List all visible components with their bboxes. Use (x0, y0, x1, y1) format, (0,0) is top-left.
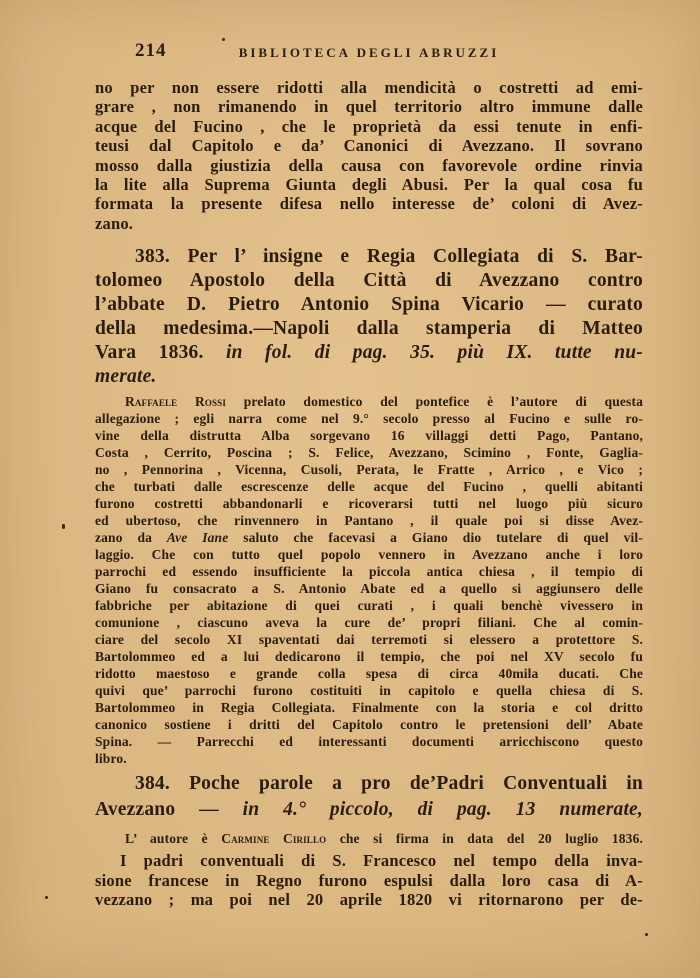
annotation-text: saluto che facevasi a Giano dio tutelare di quel vil- (228, 530, 643, 546)
text-line: ciare del secolo XI spaventati dai terremoti si elessero a protettore S. (95, 632, 643, 648)
text-line: quivi que’ parrochi furono costituiti in capitolo e quella chiesa di S. (95, 683, 643, 699)
text-line: zano. (95, 213, 134, 233)
text-line: parrochi ed essendo insufficiente la piccola antica chiesa , il tempio di (95, 564, 643, 580)
ink-speck (222, 38, 225, 41)
text-line: no , Pennorina , Vicenna, Cusoli, Perata, le Fratte , Arrico , e Vico ; (95, 462, 643, 478)
author-name-smallcaps: Raffaele Rossi (125, 394, 226, 410)
text-block (95, 40, 643, 909)
text-line: formata la presente difesa nello interesse de’ coloni di Avez- (95, 194, 643, 214)
text-line: laggio. Che con tutto quel popolo vennero in Avezzano anche i loro (95, 547, 643, 563)
entry-384-heading (95, 771, 643, 823)
continued-paragraph (95, 78, 643, 233)
text-line: vine della distrutta Alba sorgevano 16 villaggi detti Pago, Pantano, (95, 428, 643, 444)
text-line: 384. Poche parole a pro de’Padri Conventuali in (135, 773, 643, 795)
latin-phrase-italic: Ave Iane (166, 530, 229, 546)
annotation-text: L’ autore è (125, 831, 222, 847)
collation-italic: merate. (95, 366, 157, 388)
text-line: tolomeo Apostolo della Città di Avezzano contro (95, 270, 643, 292)
entry-384-author-line (95, 830, 643, 847)
annotation-text: prelato domestico del pontefice è l’autore di questa (226, 394, 643, 410)
text-line: libro. (95, 751, 127, 767)
running-title: BIBLIOTECA DEGLI ABRUZZI (238, 45, 500, 60)
author-name-smallcaps: Carmine Cirillo (221, 831, 327, 847)
text-line: mosso dalla giustizia della causa con favorevole ordine rinvia (95, 155, 643, 175)
entry-383-heading (95, 245, 643, 389)
entry-383-annotation (95, 393, 643, 767)
text-line (95, 393, 643, 410)
ink-speck (45, 896, 48, 899)
page-number: 214 (135, 40, 167, 61)
ink-speck (645, 933, 648, 936)
text-line: I padri conventuali di S. Francesco nel tempo della inva- (120, 851, 643, 871)
text-line: Bartolommeo ed a lui dedicarono il tempio, che poi nel XV secolo fu (95, 649, 643, 665)
text-line: acque del Fucino , che le proprietà da essi tenute in enfi- (95, 116, 643, 136)
text-line: teusi dal Capitolo e da’ Canonici di Avezzano. Il sovrano (95, 136, 643, 156)
text-line: la lite alla Suprema Giunta degli Abusi. Per la qual cosa fu (95, 175, 643, 195)
text-line: Bartolommeo in Regia Collegiata. Finalmente con la storia e col dritto (95, 700, 643, 716)
text-line: ridotto maestoso e grande colla spesa di circa 40mila ducati. Che (95, 666, 643, 682)
text-line: ed ubertoso, che rinvennero in Pantano , il quale poi si disse Avez- (95, 513, 643, 529)
text-line (95, 341, 643, 365)
ink-speck (62, 524, 65, 529)
collation-italic: in fol. di pag. 35. più IX. tutte nu- (225, 342, 643, 364)
text-line: Giano fu consacrato a S. Antonio Abate ed a quello si aggiunsero delle (95, 581, 643, 597)
text-line: l’abbate D. Pietro Antonio Spina Vicario — curato (95, 294, 643, 316)
text-line (95, 365, 643, 389)
text-line: canonico sostiene i dritti del Capitolo contro le pretensioni dell’ Abate (95, 717, 643, 733)
text-line: vezzano ; ma poi nel 20 aprile 1820 vi ritornarono per de- (95, 890, 643, 910)
collation-italic: in 4.° piccolo, di pag. 13 numerate, (242, 799, 643, 821)
title-text: Avezzano — (95, 799, 243, 821)
text-line (95, 529, 643, 546)
imprint-text: Vara 1836. (95, 342, 226, 364)
text-line: sione francese in Regno furono espulsi dalla loro casa di A- (95, 870, 643, 890)
text-line: allegazione ; egli narra come nel 9.° secolo presso al Fucino e sulle ro- (95, 411, 643, 427)
text-line: 383. Per l’ insigne e Regia Collegiata di S. Bar- (135, 246, 643, 268)
entry-384-paragraph (95, 851, 643, 909)
text-line: comunione , ciascuno aveva la cure de’ propri filiani. Che al comin- (95, 615, 643, 631)
text-line (95, 797, 643, 823)
text-line: che turbati dalle escrescenze delle acque del Fucino , quelli abitanti (95, 479, 643, 495)
text-line: Costa , Cerrito, Poscina ; S. Felice, Avezzano, Scimino , Fonte, Gaglia- (95, 445, 643, 461)
text-line: no per non essere ridotti alla mendicità o costretti ad emi- (95, 78, 643, 97)
text-line: fabbriche per abitazione di quei curati , i quali benchè vivessero in (95, 598, 643, 614)
page-header (95, 40, 643, 66)
annotation-text: che si firma in data del 20 luglio 1836. (326, 831, 643, 847)
text-line: grare , non rimanendo in quel territorio altro immune dalle (95, 97, 643, 117)
text-line: Spina. — Parrecchi ed interessanti documenti arricchiscono questo (95, 734, 643, 750)
text-line: della medesima.—Napoli dalla stamperia di Matteo (95, 318, 643, 340)
annotation-text: zano da (95, 530, 167, 546)
text-line: furono costretti abbandonarli e ricoverarsi tutti nel luogo più sicuro (95, 496, 643, 512)
text-line (95, 830, 643, 847)
